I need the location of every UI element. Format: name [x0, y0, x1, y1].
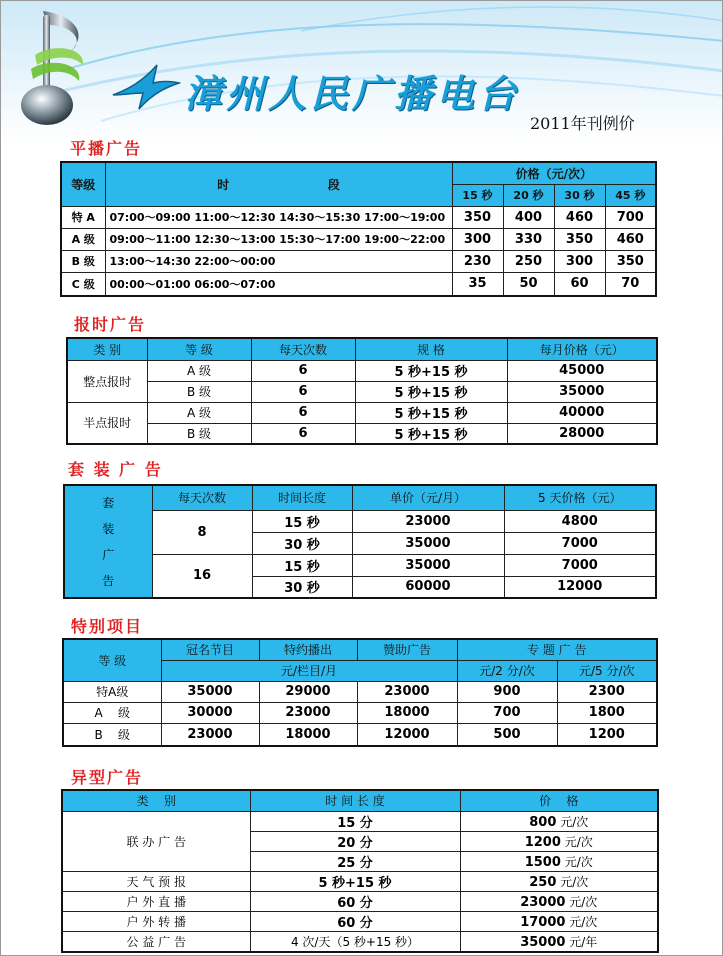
category-cell: 整点报时 [67, 360, 147, 402]
price-cell: 460 [554, 206, 605, 228]
price-cell: 28000 [507, 423, 657, 444]
header-time-slot [105, 162, 452, 206]
music-note-logo-icon [13, 7, 98, 137]
price-cell: 350 [554, 228, 605, 250]
section-title-package: 套 装 广 告 [68, 460, 163, 479]
length-cell: 5 秒+15 秒 [250, 871, 460, 891]
table-row [67, 360, 657, 381]
rate-year-title: 2011年刊例价 [530, 114, 635, 133]
package-ads-table [63, 484, 657, 599]
length-cell: 30 秒 [252, 532, 352, 554]
price-cell: 460 [605, 228, 656, 250]
category-cell: 户 外 直 播 [62, 891, 250, 911]
section-title-regular: 平播广告 [70, 139, 143, 158]
header-category: 类 别 [62, 790, 250, 811]
length-cell: 60 分 [250, 891, 460, 911]
section-title-special-format: 异型广告 [71, 768, 144, 787]
header-duration: 45 秒 [605, 184, 656, 206]
spec-cell: 5 秒+15 秒 [355, 402, 507, 423]
five-day-price-cell: 7000 [504, 532, 656, 554]
category-cell: 半点报时 [67, 402, 147, 444]
category-cell: 公 益 广 告 [62, 931, 250, 952]
header-level: 等级 [61, 162, 105, 206]
length-cell: 15 秒 [252, 554, 352, 576]
package-side-label [64, 485, 152, 598]
spec-cell: 5 秒+15 秒 [355, 360, 507, 381]
price-value: 800 [529, 814, 557, 830]
five-day-price-cell: 12000 [504, 576, 656, 598]
table-row [62, 891, 658, 911]
header-title-sponsor: 冠名节目 [161, 639, 259, 660]
unit-per-column-month: 元/栏目/月 [161, 660, 457, 681]
price-cell: 300 [554, 250, 605, 272]
price-cell: 350 [452, 206, 503, 228]
count-cell: 6 [251, 381, 355, 402]
header-daily-count: 每天次数 [152, 485, 252, 510]
level-cell: B 级 [61, 250, 105, 272]
header-duration: 30 秒 [554, 184, 605, 206]
level-cell: 特A级 [63, 681, 161, 702]
header-category: 类 别 [67, 338, 147, 360]
header-duration: 20 秒 [503, 184, 554, 206]
header-level: 等 级 [63, 639, 161, 681]
time-slot-cell: 13:00～14:30 22:00～00:00 [105, 250, 452, 272]
price-unit: 元/次 [560, 834, 593, 849]
header-feature: 专 题 广 告 [457, 639, 657, 660]
category-cell: 天 气 预 报 [62, 871, 250, 891]
price-cell: 50 [503, 272, 554, 296]
length-cell: 15 分 [250, 811, 460, 831]
price-cell: 35000 [352, 554, 504, 576]
value-cell: 29000 [259, 681, 357, 702]
price-cell: 330 [503, 228, 554, 250]
side-char: 套 [102, 495, 115, 510]
value-cell: 1200 [557, 723, 657, 746]
price-cell: 300 [452, 228, 503, 250]
section-title-time-signal: 报时广告 [74, 315, 147, 334]
special-projects-table [62, 638, 658, 747]
spec-cell: 5 秒+15 秒 [355, 381, 507, 402]
level-cell: A 级 [63, 702, 161, 723]
price-cell [460, 931, 658, 952]
value-cell: 30000 [161, 702, 259, 723]
header-five-day-price: 5 天价格（元） [504, 485, 656, 510]
level-cell: 特 A [61, 206, 105, 228]
header-price: 价格（元/次） [452, 162, 656, 184]
header-monthly-price: 每月价格（元） [507, 338, 657, 360]
length-cell: 15 秒 [252, 510, 352, 532]
count-cell: 6 [251, 402, 355, 423]
table-row [67, 423, 657, 444]
table-row [63, 702, 657, 723]
price-cell: 45000 [507, 360, 657, 381]
level-cell: A 级 [147, 402, 251, 423]
header-special-broadcast: 特约播出 [259, 639, 357, 660]
value-cell: 2300 [557, 681, 657, 702]
count-cell: 6 [251, 423, 355, 444]
price-value: 1200 [524, 834, 561, 850]
side-char: 广 [102, 547, 115, 562]
price-value: 23000 [520, 894, 566, 910]
five-day-price-cell: 4800 [504, 510, 656, 532]
table-row [64, 554, 656, 576]
price-value: 250 [529, 874, 557, 890]
length-cell: 30 秒 [252, 576, 352, 598]
length-cell: 60 分 [250, 911, 460, 931]
header-time-char-1: 时 [217, 177, 230, 192]
price-unit: 元/次 [556, 874, 589, 889]
table-row [61, 272, 656, 296]
price-unit: 元/次 [560, 854, 593, 869]
price-cell: 230 [452, 250, 503, 272]
level-cell: C 级 [61, 272, 105, 296]
length-cell: 25 分 [250, 851, 460, 871]
value-cell: 18000 [259, 723, 357, 746]
value-cell: 1800 [557, 702, 657, 723]
special-format-table [61, 789, 659, 953]
header-banner [1, 1, 723, 141]
section-title-special: 特别项目 [71, 617, 144, 636]
table-row [62, 811, 658, 831]
level-cell: B 级 [147, 423, 251, 444]
price-value: 35000 [520, 934, 566, 950]
unit-per-5min: 元/5 分/次 [557, 660, 657, 681]
time-slot-cell: 09:00～11:00 12:30～13:00 15:30～17:00 19:00～22:00 [105, 228, 452, 250]
level-cell: B 级 [147, 381, 251, 402]
price-cell: 250 [503, 250, 554, 272]
level-cell: A 级 [61, 228, 105, 250]
value-cell: 23000 [357, 681, 457, 702]
price-cell: 700 [605, 206, 656, 228]
header-time-char-2: 段 [327, 177, 340, 192]
side-char: 告 [102, 573, 115, 588]
header-spec: 规 格 [355, 338, 507, 360]
price-cell: 350 [605, 250, 656, 272]
value-cell: 700 [457, 702, 557, 723]
price-cell [460, 871, 658, 891]
header-length: 时间长度 [252, 485, 352, 510]
table-row [62, 871, 658, 891]
time-signal-table [66, 337, 658, 445]
price-unit: 元/次 [556, 814, 589, 829]
price-unit: 元/次 [565, 894, 598, 909]
table-row [62, 911, 658, 931]
time-slot-cell: 07:00～09:00 11:00～12:30 14:30～15:30 17:00～19:00 [105, 206, 452, 228]
price-cell: 35000 [507, 381, 657, 402]
price-unit: 元/次 [565, 914, 598, 929]
header-price: 价 格 [460, 790, 658, 811]
table-row [63, 681, 657, 702]
price-cell [460, 811, 658, 831]
unit-per-2min: 元/2 分/次 [457, 660, 557, 681]
length-cell: 4 次/天（5 秒+15 秒） [250, 931, 460, 952]
header-unit-price: 单价（元/月） [352, 485, 504, 510]
side-char: 装 [102, 521, 115, 536]
spec-cell: 5 秒+15 秒 [355, 423, 507, 444]
price-cell [460, 831, 658, 851]
table-row [67, 381, 657, 402]
price-cell: 40000 [507, 402, 657, 423]
level-cell: B 级 [63, 723, 161, 746]
category-cell: 户 外 转 播 [62, 911, 250, 931]
value-cell: 500 [457, 723, 557, 746]
value-cell: 900 [457, 681, 557, 702]
value-cell: 23000 [161, 723, 259, 746]
header-duration: 15 秒 [452, 184, 503, 206]
header-sponsorship: 赞助广告 [357, 639, 457, 660]
station-brand-icon [109, 59, 181, 115]
price-cell: 35000 [352, 532, 504, 554]
price-cell [460, 851, 658, 871]
price-cell: 60 [554, 272, 605, 296]
value-cell: 35000 [161, 681, 259, 702]
table-row [61, 250, 656, 272]
price-cell: 35 [452, 272, 503, 296]
price-cell: 60000 [352, 576, 504, 598]
header-level: 等 级 [147, 338, 251, 360]
table-row [64, 510, 656, 532]
header-daily-count: 每天次数 [251, 338, 355, 360]
five-day-price-cell: 7000 [504, 554, 656, 576]
length-cell: 20 分 [250, 831, 460, 851]
price-cell [460, 911, 658, 931]
price-value: 1500 [524, 854, 561, 870]
category-cell: 联 办 广 告 [62, 811, 250, 871]
header-length: 时 间 长 度 [250, 790, 460, 811]
daily-count-cell: 8 [152, 510, 252, 554]
price-cell [460, 891, 658, 911]
table-row [63, 723, 657, 746]
price-cell: 23000 [352, 510, 504, 532]
table-row [67, 402, 657, 423]
price-value: 17000 [520, 914, 566, 930]
value-cell: 12000 [357, 723, 457, 746]
daily-count-cell: 16 [152, 554, 252, 598]
price-cell: 400 [503, 206, 554, 228]
level-cell: A 级 [147, 360, 251, 381]
station-title: 漳州人民广播电台 [184, 71, 521, 116]
value-cell: 18000 [357, 702, 457, 723]
value-cell: 23000 [259, 702, 357, 723]
regular-ads-table [60, 161, 657, 297]
table-row [61, 206, 656, 228]
table-row [61, 228, 656, 250]
count-cell: 6 [251, 360, 355, 381]
table-row [62, 931, 658, 952]
price-unit: 元/年 [565, 934, 598, 949]
price-cell: 70 [605, 272, 656, 296]
time-slot-cell: 00:00～01:00 06:00～07:00 [105, 272, 452, 296]
